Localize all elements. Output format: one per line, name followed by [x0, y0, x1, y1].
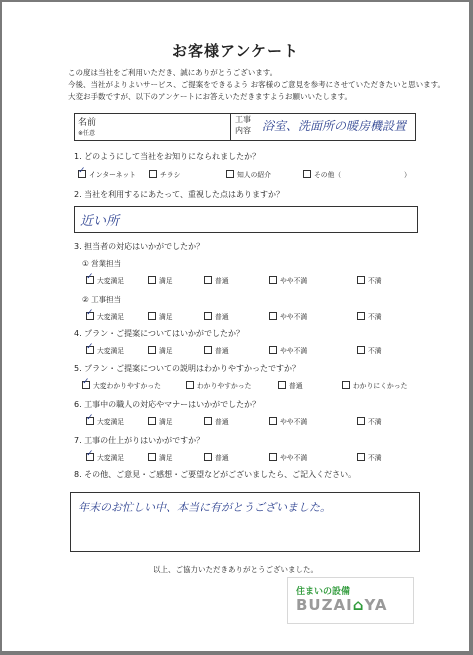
checkbox-icon[interactable] [149, 170, 157, 178]
checkbox-icon[interactable] [204, 417, 212, 425]
checkbox-icon[interactable] [148, 453, 156, 461]
checkbox-icon[interactable] [204, 276, 212, 284]
work-content-value[interactable]: 浴室、洗面所の暖房機設置 [262, 119, 407, 133]
checkbox-icon[interactable] [82, 381, 90, 389]
checkbox-icon[interactable] [269, 417, 277, 425]
logo-tagline: 住まいの設備 [296, 587, 351, 597]
checkbox-icon[interactable] [204, 453, 212, 461]
rating-dissatisfied[interactable]: 不満 [357, 275, 382, 285]
rating-satisfied[interactable]: 満足 [148, 311, 173, 321]
checkbox-icon[interactable] [269, 312, 277, 320]
checkbox-icon[interactable] [269, 453, 277, 461]
q2-answer-box[interactable] [74, 206, 418, 233]
rating-normal[interactable]: 普通 [204, 416, 229, 426]
checkbox-icon[interactable] [204, 346, 212, 354]
rating-normal[interactable]: 普通 [204, 452, 229, 462]
rating-very-satisfied[interactable]: ✓大変満足 [86, 275, 124, 285]
checkbox-icon[interactable] [357, 312, 365, 320]
q3-sub-construction: ② 工事担当 [82, 295, 122, 304]
checkbox-icon[interactable] [357, 453, 365, 461]
rating-slightly-dissatisfied[interactable]: やや不満 [269, 416, 307, 426]
work-label-1: 工事 [235, 115, 251, 124]
rating-satisfied[interactable]: 満足 [148, 452, 173, 462]
q2-answer[interactable]: 近い所 [80, 214, 120, 229]
logo-wordmark: BUZAI⌂YA [296, 596, 388, 614]
intro-line-3: 大変お手数ですが、以下のアンケートにお答えいただきますようお願いいたします。 [68, 92, 352, 101]
checkbox-icon[interactable] [269, 346, 277, 354]
q1-option-referral[interactable]: 知人の紹介 [226, 169, 271, 179]
checkbox-icon[interactable] [86, 276, 94, 284]
rating-slightly-dissatisfied[interactable]: やや不満 [269, 452, 307, 462]
q1-text: 1. どのようにして当社をお知りになられましたか？ [74, 152, 261, 161]
rating-dissatisfied[interactable]: 不満 [357, 452, 382, 462]
rating-very-satisfied[interactable]: ✓大変満足 [86, 345, 124, 355]
checkbox-icon[interactable] [278, 381, 286, 389]
intro-line-1: この度は当社をご利用いただき、誠にありがとうございます。 [68, 68, 278, 77]
q1-other-close: ） [404, 171, 411, 179]
q4-text: 4. プラン・ご提案についてはいかがでしたか？ [74, 329, 245, 338]
name-work-divider [230, 113, 231, 140]
name-label: 名前 [78, 118, 97, 128]
rating-dissatisfied[interactable]: 不満 [357, 311, 382, 321]
q1-option-flyer[interactable]: チラシ [149, 169, 180, 179]
checkbox-icon[interactable] [357, 346, 365, 354]
q5-option-very-clear[interactable]: ✓大変わかりやすかった [82, 380, 161, 390]
footer-thanks: 以上、ご協力いただきありがとうございました。 [153, 565, 318, 574]
q1-option-internet[interactable]: ✓インターネット [78, 169, 136, 179]
survey-sheet [2, 2, 469, 651]
company-logo [287, 577, 414, 624]
rating-satisfied[interactable]: 満足 [148, 345, 173, 355]
rating-slightly-dissatisfied[interactable]: やや不満 [269, 311, 307, 321]
rating-slightly-dissatisfied[interactable]: やや不満 [269, 275, 307, 285]
work-label-2: 内容 [235, 126, 251, 135]
rating-very-satisfied[interactable]: ✓大変満足 [86, 311, 124, 321]
q3-text: 3. 担当者の対応はいかがでしたか？ [74, 242, 205, 251]
q5-option-normal[interactable]: 普通 [278, 380, 303, 390]
checkbox-icon[interactable] [86, 312, 94, 320]
rating-dissatisfied[interactable]: 不満 [357, 416, 382, 426]
rating-satisfied[interactable]: 満足 [148, 275, 173, 285]
house-icon: ⌂ [352, 596, 365, 614]
checkbox-icon[interactable] [148, 312, 156, 320]
checkbox-icon[interactable] [78, 170, 86, 178]
rating-normal[interactable]: 普通 [204, 345, 229, 355]
intro-line-2: 今後、当社がよりよいサービス、ご提案をできるよう お客様のご意見を参考にさせていただきたいと思います。 [68, 80, 446, 89]
q5-option-clear[interactable]: わかりやすかった [186, 380, 251, 390]
checkbox-icon[interactable] [204, 312, 212, 320]
rating-normal[interactable]: 普通 [204, 275, 229, 285]
q1-option-other[interactable]: その他（ [303, 169, 341, 179]
q7-text: 7. 工事の仕上がりはいかがですか？ [74, 436, 205, 445]
checkbox-icon[interactable] [186, 381, 194, 389]
rating-satisfied[interactable]: 満足 [148, 416, 173, 426]
q2-text: 2. 当社を利用するにあたって、重視した点はありますか？ [74, 190, 285, 199]
q3-sub-sales: ① 営業担当 [82, 259, 122, 268]
rating-very-satisfied[interactable]: ✓大変満足 [86, 452, 124, 462]
q8-answer[interactable]: 年末のお忙しい中、本当に有がとうございました。 [78, 501, 331, 514]
rating-slightly-dissatisfied[interactable]: やや不満 [269, 345, 307, 355]
q6-text: 6. 工事中の職人の対応やマナーはいかがでしたか？ [74, 400, 261, 409]
checkbox-icon[interactable] [148, 417, 156, 425]
rating-dissatisfied[interactable]: 不満 [357, 345, 382, 355]
name-note: ※任意 [78, 130, 96, 137]
survey-title: お客様アンケート [171, 42, 300, 60]
checkbox-icon[interactable] [148, 346, 156, 354]
checkbox-icon[interactable] [86, 453, 94, 461]
rating-normal[interactable]: 普通 [204, 311, 229, 321]
checkbox-icon[interactable] [226, 170, 234, 178]
checkbox-icon[interactable] [269, 276, 277, 284]
q5-text: 5. プラン・ご提案についての説明はわかりやすかったですか？ [74, 364, 301, 373]
q8-text: 8. その他、ご意見・ご感想・ご要望などがございましたら、ご記入ください。 [74, 470, 357, 479]
checkbox-icon[interactable] [342, 381, 350, 389]
rating-very-satisfied[interactable]: ✓大変満足 [86, 416, 124, 426]
checkbox-icon[interactable] [86, 417, 94, 425]
checkbox-icon[interactable] [357, 276, 365, 284]
checkbox-icon[interactable] [303, 170, 311, 178]
checkbox-icon[interactable] [148, 276, 156, 284]
q5-option-unclear[interactable]: わかりにくかった [342, 380, 407, 390]
checkbox-icon[interactable] [86, 346, 94, 354]
checkbox-icon[interactable] [357, 417, 365, 425]
